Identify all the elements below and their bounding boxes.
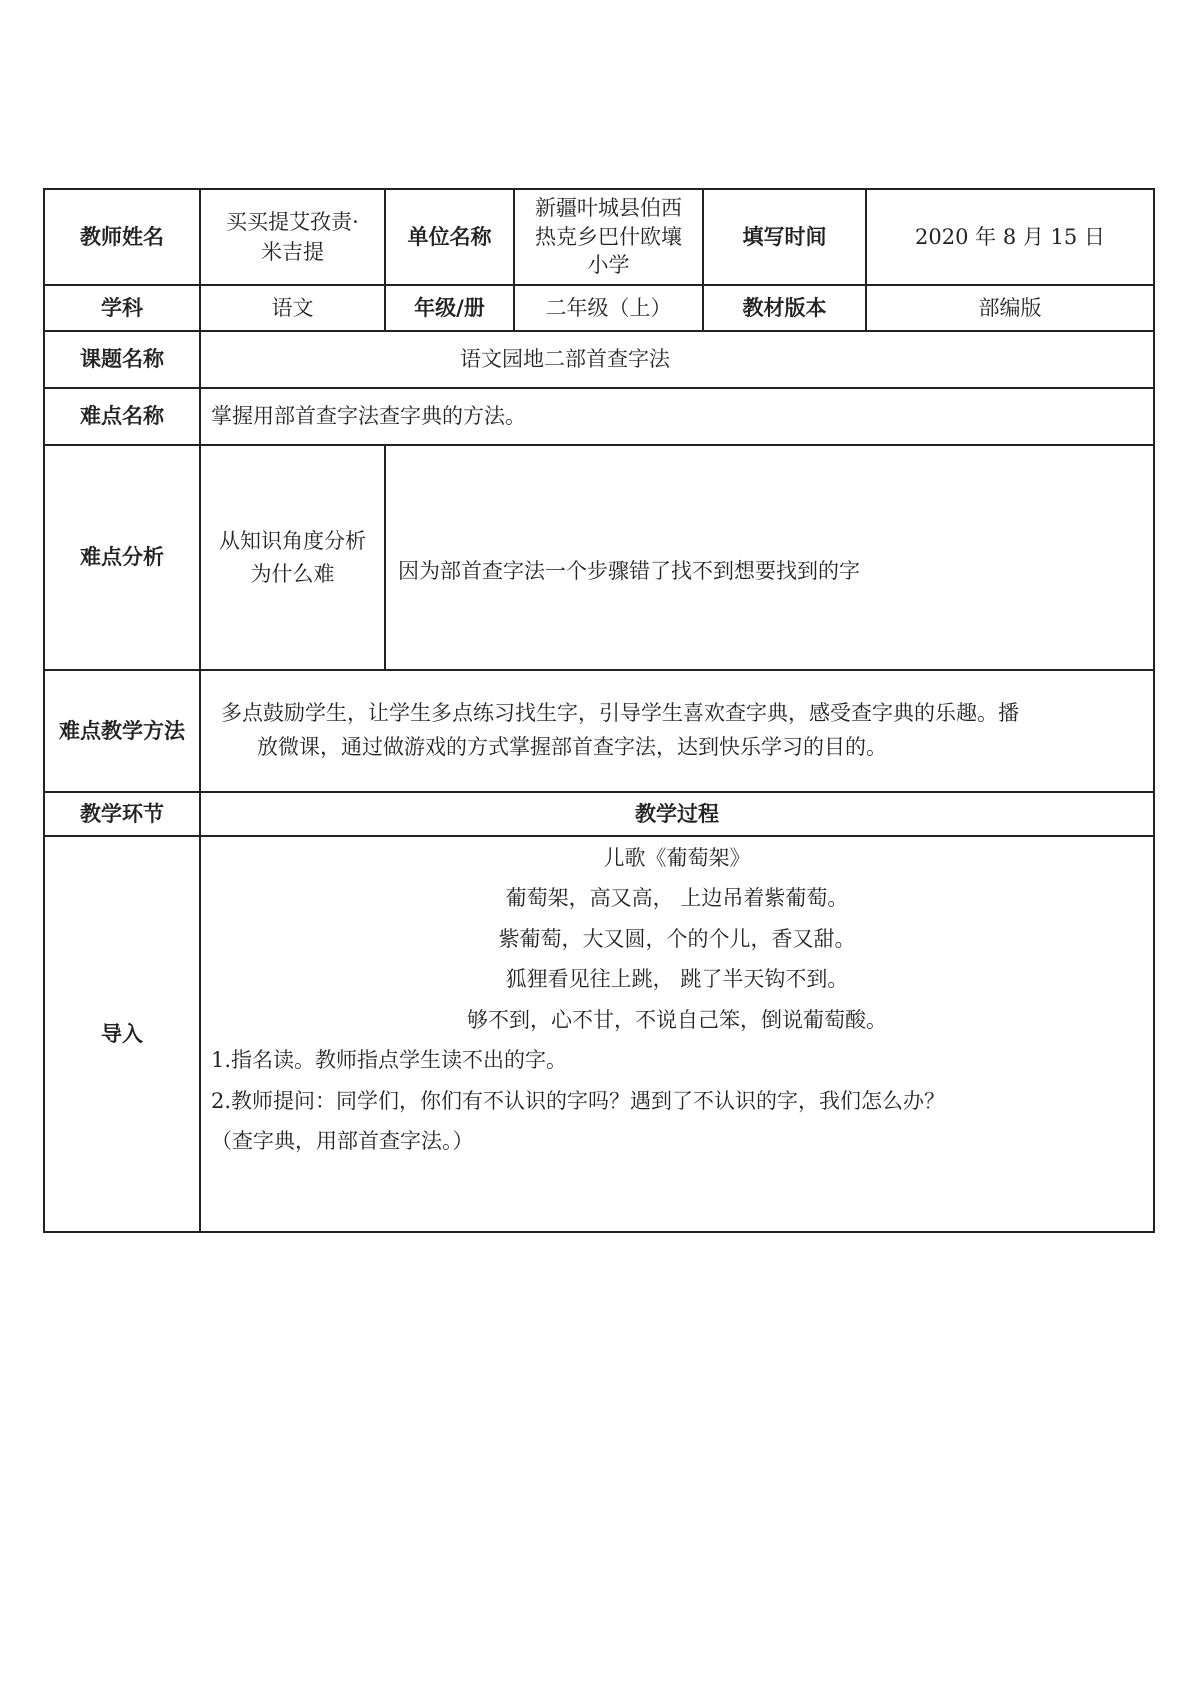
method-label: 难点教学方法	[44, 670, 200, 792]
analysis-value: 因为部首查字法一个步骤错了找不到想要找到的字	[385, 445, 1154, 670]
method-line2: 放微课，通过做游戏的方式掌握部首查字法，达到快乐学习的目的。	[257, 735, 887, 759]
difficulty-value: 掌握用部首查字法查字典的方法。	[200, 388, 1154, 445]
teacher-name-line2: 米吉提	[261, 240, 324, 264]
unit-name-line3: 小学	[587, 253, 630, 278]
subject-value: 语文	[200, 285, 385, 331]
row-process-header	[44, 792, 1154, 836]
step-item: 2.教师提问：同学们，你们有不认识的字吗？遇到了不认识的字，我们怎么办？	[211, 1088, 946, 1113]
analysis-sub-label-line2: 为什么难	[250, 561, 335, 586]
topic-value	[200, 331, 1154, 388]
step-item: 1.指名读。教师指点学生读不出的字。	[211, 1048, 568, 1073]
poem-title: 儿歌《葡萄架》	[603, 846, 751, 870]
lesson-plan-table	[43, 188, 1155, 1233]
unit-name-value	[514, 189, 703, 285]
difficulty-label: 难点名称	[44, 388, 200, 445]
stage-header-label: 教学环节	[44, 792, 200, 836]
row-topic	[44, 331, 1154, 388]
analysis-sub-label-line1: 从知识角度分析	[219, 528, 366, 553]
topic-text: 语文园地二部首查字法	[460, 347, 670, 372]
method-line1: 多点鼓励学生，让学生多点练习找生字，引导学生喜欢查字典，感受查字典的乐趣。播	[221, 701, 1019, 726]
topic-label: 课题名称	[44, 331, 200, 388]
lesson-plan-document	[43, 188, 1153, 1233]
row-analysis	[44, 445, 1154, 670]
unit-name-label: 单位名称	[385, 189, 514, 285]
poem-line: 紫葡萄，大又圆，个的个儿，香又甜。	[498, 926, 856, 951]
fill-time-label: 填写时间	[703, 189, 866, 285]
row-method	[44, 670, 1154, 792]
intro-content	[200, 836, 1154, 1232]
method-value	[200, 670, 1154, 792]
grade-label: 年级/册	[385, 285, 514, 331]
teacher-name-label: 教师姓名	[44, 189, 200, 285]
poem-line: 狐狸看见往上跳， 跳了半天钩不到。	[505, 967, 849, 992]
poem-line: 葡萄架，高又高， 上边吊着紫葡萄。	[505, 886, 849, 911]
poem-line: 够不到，心不甘，不说自己笨，倒说葡萄酸。	[467, 1007, 887, 1032]
fill-time-value: 2020 年 8 月 15 日	[866, 189, 1154, 285]
step-item: （查字典，用部首查字法。）	[211, 1129, 474, 1154]
teacher-name-line1: 买买提艾孜责·	[226, 209, 359, 234]
analysis-sub-label	[200, 445, 385, 670]
unit-name-line1: 新疆叶城县伯西	[535, 196, 682, 221]
edition-label: 教材版本	[703, 285, 866, 331]
intro-label: 导入	[44, 836, 200, 1232]
unit-name-line2: 热克乡巴什欧壤	[535, 224, 682, 249]
subject-label: 学科	[44, 285, 200, 331]
row-header-info	[44, 189, 1154, 285]
row-difficulty	[44, 388, 1154, 445]
edition-value: 部编版	[866, 285, 1154, 331]
teacher-name-value	[200, 189, 385, 285]
row-intro	[44, 836, 1154, 1232]
grade-value: 二年级（上）	[514, 285, 703, 331]
row-subject-info	[44, 285, 1154, 331]
process-header-label: 教学过程	[200, 792, 1154, 836]
analysis-label: 难点分析	[44, 445, 200, 670]
